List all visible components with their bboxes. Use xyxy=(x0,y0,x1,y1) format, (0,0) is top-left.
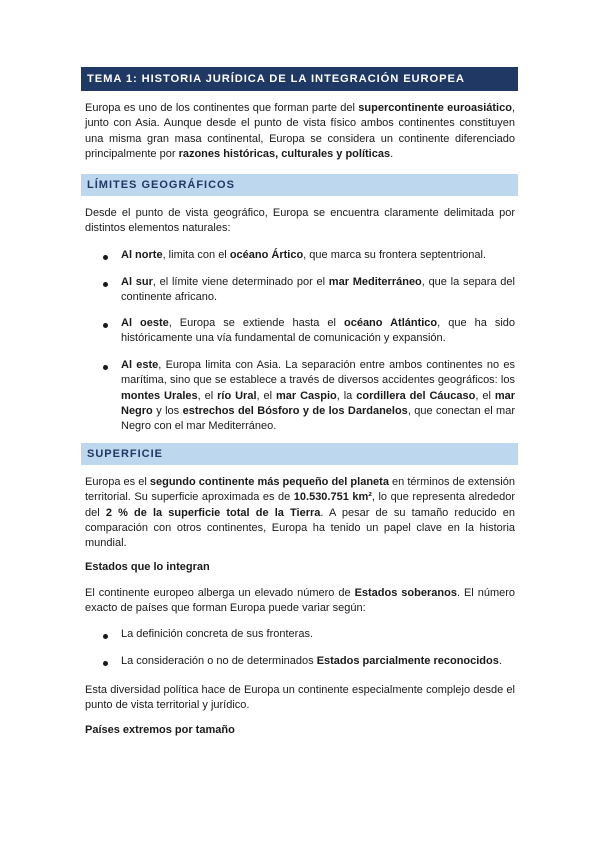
bullet-text: . xyxy=(498,655,502,667)
surface-text: en términos de extensión territorial. Su superficie aproximada es de xyxy=(85,476,515,504)
bullet-bold: océano Ártico xyxy=(229,249,304,261)
bullet-icon xyxy=(103,255,108,260)
bullet-bold: Estados parcialmente reconocidos xyxy=(316,655,499,667)
bullet-text: La consideración o no de determinados xyxy=(121,655,317,667)
bullet-bold: Al norte xyxy=(121,249,163,261)
bullet-text: , el límite viene determinado por el xyxy=(152,276,329,288)
bullet-text: , el xyxy=(197,389,218,402)
bullet-bold: Al este xyxy=(121,359,159,371)
bullet-icon xyxy=(103,282,108,287)
bullet-text: , que marca su frontera septentrional. xyxy=(303,249,486,261)
intro-bold: supercontinente euroasiático xyxy=(358,102,512,114)
intro-text: , junto con Asia. Aunque desde el punto de vista físico ambos continentes constituyen una misma gran masa continental, Europa se considera un continente diferenciado principalmente por xyxy=(85,102,515,160)
states-paragraph xyxy=(85,586,515,617)
surface-bold: segundo continente más pequeño del planeta xyxy=(149,476,389,488)
intro-text: . xyxy=(390,147,394,160)
surface-text: . A pesar de su tamaño reducido en comparación con otros continentes, Europa ha tenido un papel clave en la historia mundial. xyxy=(85,506,515,550)
section-heading-surface: SUPERFICIE xyxy=(81,443,518,465)
bullet-text: , la xyxy=(336,389,357,402)
bullet-text: y los xyxy=(152,404,183,417)
document-title: TEMA 1: HISTORIA JURÍDICA DE LA INTEGRACIÓN EUROPEA xyxy=(81,67,518,91)
bullet-recognized xyxy=(121,654,515,669)
intro-text: Europa es uno de los continentes que forman parte del xyxy=(85,102,359,114)
intro-paragraph xyxy=(85,101,515,162)
bullet-bold: océano Atlántico xyxy=(343,317,438,329)
bullet-icon xyxy=(103,365,108,370)
bullet-icon xyxy=(103,661,108,666)
bullet-icon xyxy=(103,323,108,328)
bullet-east xyxy=(121,358,515,434)
bullet-bold: Al oeste xyxy=(121,317,169,329)
bullet-bold: mar Caspio xyxy=(275,389,337,402)
bullet-text: , Europa limita con Asia. La separación entre ambos continentes no es marítima, sino que se establece a través de diversos accidentes geográficos: los xyxy=(121,359,515,387)
bullet-text: , que la separa del continente africano. xyxy=(121,276,515,304)
surface-bold: 10.530.751 km² xyxy=(293,491,372,504)
bullet-south xyxy=(121,275,515,306)
section-heading-limits: LÍMITES GEOGRÁFICOS xyxy=(81,174,518,196)
bullet-borders: La definición concreta de sus fronteras. xyxy=(121,628,314,640)
bullet-bold: mar Mediterráneo xyxy=(328,276,422,288)
bullet-bold: estrechos del Bósforo y de los Dardanelos xyxy=(182,404,408,417)
bullet-bold: montes Urales xyxy=(121,389,198,402)
subheading-extremes: Países extremos por tamaño xyxy=(85,724,235,736)
bullet-west xyxy=(121,316,515,347)
bullet-text: , limita con el xyxy=(162,249,230,261)
limits-lead-paragraph: Desde el punto de vista geográfico, Europa se encuentra claramente delimitada por distintos elementos naturales: xyxy=(85,207,515,235)
bullet-north xyxy=(121,248,515,263)
bullet-text: , el xyxy=(256,389,276,402)
states-text: El continente europeo alberga un elevado número de xyxy=(85,587,355,599)
intro-bold: razones históricas, culturales y políticas xyxy=(178,147,391,160)
bullet-bold: Al sur xyxy=(121,276,153,288)
states-bold: Estados soberanos xyxy=(354,587,457,599)
bullet-text: , que conectan el mar Negro con el mar Mediterráneo. xyxy=(121,404,516,433)
surface-text: , lo que representa alrededor del xyxy=(85,491,516,519)
surface-bold: 2 % de la superficie total de la Tierra xyxy=(105,506,321,519)
bullet-icon xyxy=(103,634,108,639)
bullet-text: , Europa se extiende hasta el xyxy=(168,317,344,329)
subheading-states: Estados que lo integran xyxy=(85,561,210,573)
bullet-bold: río Ural xyxy=(217,389,257,402)
bullet-bold: cordillera del Cáucaso xyxy=(356,389,476,402)
surface-paragraph xyxy=(85,475,515,551)
bullet-bold: mar Negro xyxy=(121,389,515,417)
surface-text: Europa es el xyxy=(85,476,150,488)
bullet-text: , que ha sido históricamente una vía fundamental de comunicación y expansión. xyxy=(121,317,515,345)
bullet-text: , el xyxy=(475,389,495,402)
states-text: . El número exacto de países que forman Europa puede variar según: xyxy=(85,587,516,615)
diversity-paragraph: Esta diversidad política hace de Europa un continente especialmente complejo desde el punto de vista territorial y jurídico. xyxy=(85,684,515,712)
